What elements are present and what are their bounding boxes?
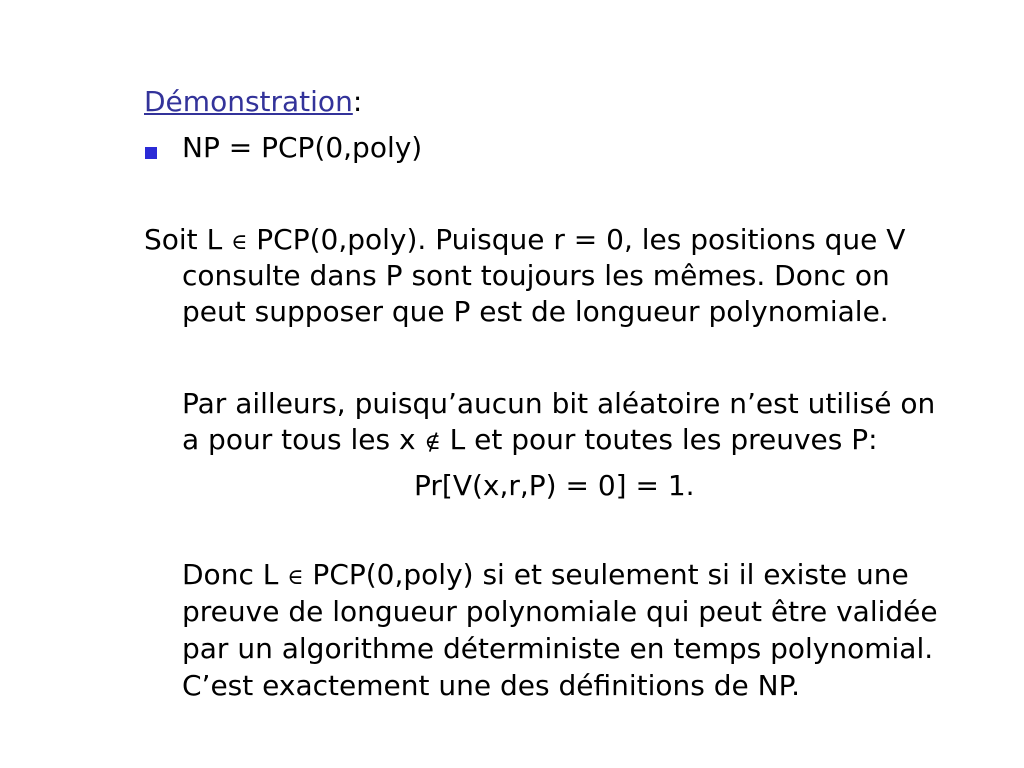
element-of-symbol: ∈	[287, 565, 304, 590]
formula: Pr[V(x,r,P) = 0] = 1.	[414, 469, 695, 502]
para2-text-b: L et pour toutes les preuves P:	[440, 423, 878, 456]
para1-line3: peut supposer que P est de longueur polynomiale.	[182, 295, 889, 328]
para2-line1: Par ailleurs, puisqu’aucun bit aléatoire n’est utilisé on	[182, 387, 936, 420]
bullet-text: NP = PCP(0,poly)	[182, 131, 423, 164]
bullet-square-icon	[145, 147, 157, 159]
para2-line2	[182, 422, 878, 461]
not-element-of-symbol: ∉	[424, 430, 441, 455]
para3-text-b: PCP(0,poly) si et seulement si il existe une	[303, 558, 909, 591]
heading-colon: :	[352, 85, 363, 118]
para3-text-a: Donc L	[182, 558, 288, 591]
para1-line1	[144, 222, 905, 261]
para1-text-b: PCP(0,poly). Puisque r = 0, les positions que V	[247, 223, 906, 256]
para3-line3: par un algorithme déterministe en temps polynomial.	[182, 632, 934, 665]
para3-line4: C’est exactement une des définitions de NP.	[182, 669, 800, 702]
para2-text-a: a pour tous les x	[182, 423, 425, 456]
para1-line2: consulte dans P sont toujours les mêmes. Donc on	[182, 259, 890, 292]
element-of-symbol: ∈	[231, 230, 248, 255]
para1-text-a: Soit L	[144, 223, 232, 256]
para3-line2: preuve de longueur polynomiale qui peut être validée	[182, 595, 938, 628]
para3-line1	[182, 557, 909, 596]
slide-heading	[144, 84, 362, 120]
demonstration-link[interactable]: Démonstration	[144, 85, 353, 118]
